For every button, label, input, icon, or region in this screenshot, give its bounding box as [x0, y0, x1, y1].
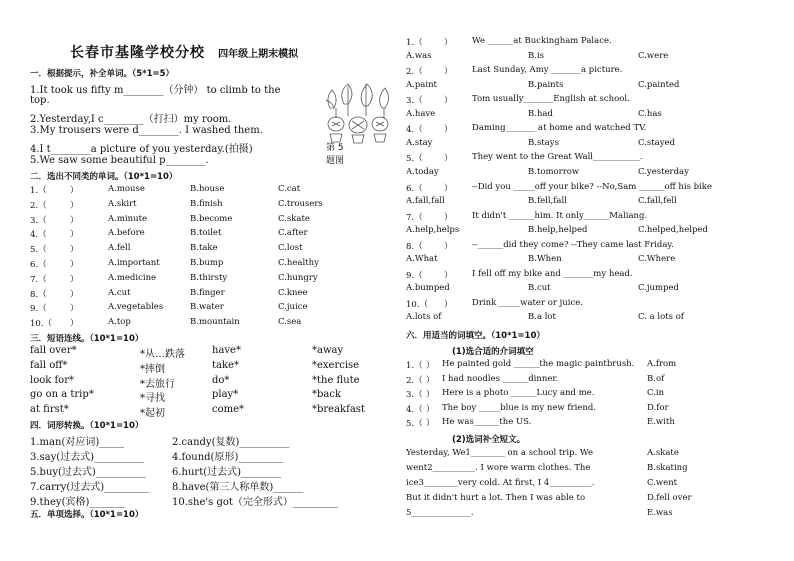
answer-blank: ） [444, 96, 453, 107]
preposition-row [406, 403, 786, 414]
phrase-left: fall off* [30, 359, 68, 371]
match-row [30, 404, 370, 420]
question-row [406, 94, 786, 105]
option: C.trousers [278, 198, 323, 209]
answer-blank: ） [444, 125, 453, 136]
option: B.take [190, 243, 218, 254]
section-6-heading: 六．用适当的词填空。（10*1=10） [406, 331, 545, 341]
option: C.in [647, 388, 665, 399]
answer-blank: ） [444, 212, 453, 223]
option: A.vegetables [108, 302, 164, 313]
question-number: 3.（ [30, 215, 47, 226]
section-4-heading: 四．词形转换。（10*1=10） [30, 421, 144, 431]
phrase-left: come* [212, 404, 245, 416]
story-line: 5______________. [406, 508, 474, 518]
phrase-left: fall over* [30, 345, 77, 356]
question-text: --Did you _____off your bike? --No,Sam ______off his bike [472, 181, 712, 192]
answer-blank: ） [70, 200, 79, 211]
answer-blank: ） [444, 270, 453, 281]
question-row [406, 65, 786, 76]
answer-blank: ） [70, 304, 79, 315]
question-row [406, 269, 786, 280]
phrase-left: have* [212, 345, 241, 356]
fill-line: 5.We saw some beautiful p________. [30, 155, 209, 166]
option: B.cut [528, 283, 551, 294]
choice-row [30, 214, 330, 226]
question-number: 7.（ [406, 212, 423, 223]
answer-blank: ） [444, 241, 453, 252]
options-row [406, 312, 786, 323]
answer-blank: ） [70, 215, 79, 226]
question-number: 4.（ [406, 125, 423, 136]
question-number: 5.（ [30, 245, 47, 256]
option: B.finger [190, 287, 225, 298]
story-line: ice3________very cold. At first, I 4__________. [406, 478, 595, 488]
options-row [406, 51, 786, 62]
option: A.have [406, 108, 436, 119]
question-number: 9.（ [30, 304, 47, 315]
question-number: 8.（ [30, 289, 47, 300]
question-number: 4.（ [30, 230, 47, 241]
question-number: 6.（ [30, 260, 47, 270]
question-row [406, 123, 786, 134]
transform-item: 8.have(第三人称单数)______ [172, 482, 304, 493]
option: B.stays [528, 137, 559, 148]
option: C. a lots of [638, 312, 684, 323]
question-text: Tom usually_______English at school. [472, 94, 630, 105]
options-row [406, 283, 786, 294]
word-option: E.was [647, 508, 673, 518]
option: B.paints [528, 79, 564, 90]
option: B.had [528, 108, 553, 119]
word-option: D.fell over [647, 493, 692, 503]
option: A.help,helps [406, 225, 460, 236]
option: A.from [647, 359, 677, 369]
option: C.juice [278, 302, 308, 313]
option: B.fell,fall [528, 196, 567, 206]
choice-row [30, 199, 330, 211]
answer-blank: ） [426, 419, 435, 430]
option: C.knee [278, 287, 308, 298]
choice-row [30, 258, 330, 270]
options-row [406, 254, 786, 265]
match-row [30, 375, 370, 388]
answer-blank: ） [70, 186, 79, 196]
question-row [406, 36, 786, 47]
question-number: 6.（ [406, 183, 423, 194]
option: A.lots of [406, 312, 442, 323]
question-number: 2.（ [30, 200, 47, 211]
exam-subtitle: 四年级上期末模拟 [218, 49, 299, 60]
phrase-left: take* [212, 359, 239, 371]
section-2-heading: 二．选出不同类的单词。（10*1=10） [30, 172, 178, 182]
question-number: 1.（ [406, 38, 423, 48]
option: A.stay [406, 137, 433, 148]
choice-row [30, 184, 330, 196]
transform-row [30, 493, 360, 506]
options-row [406, 80, 786, 91]
question-row [406, 240, 786, 251]
phrase-right: *breakfast [312, 404, 365, 416]
question-text: The boy _____blue is my new friend. [442, 402, 596, 413]
answer-blank: ） [426, 361, 435, 371]
option: C.jumped [638, 283, 679, 294]
question-number: 1.（ [406, 361, 423, 371]
fill-line: 2.Yesterday,I c________（打扫）my room. [30, 114, 232, 125]
answer-blank: ） [70, 230, 79, 241]
option: A.before [108, 228, 145, 239]
answer-blank: ） [70, 319, 79, 330]
option: C.healthy [278, 258, 319, 268]
transform-item: 2.candy(复数)__________ [172, 437, 290, 448]
phrase-right: *去旅行 [140, 378, 175, 390]
option: B.thirsty [190, 272, 228, 283]
option: B.is [528, 50, 545, 61]
question-number: 2.（ [406, 67, 423, 78]
phrase-right: *away [312, 345, 344, 356]
question-row [406, 152, 786, 163]
question-number: 1.（ [30, 186, 47, 196]
option: B.of [647, 373, 665, 384]
option: C.skate [278, 213, 310, 224]
option: A.was [406, 50, 432, 61]
preposition-row [406, 359, 786, 370]
match-row [30, 360, 370, 373]
answer-blank: ） [70, 274, 79, 285]
preposition-row [406, 417, 786, 428]
word-option: C.went [647, 478, 678, 488]
story-line: Yesterday, We1________ on a school trip. We [406, 448, 593, 458]
option: C.Where [638, 254, 676, 265]
transform-row [30, 448, 360, 461]
option: A.skirt [108, 198, 137, 209]
header [70, 42, 298, 62]
question-text: Last Sunday, Amy _______a picture. [472, 65, 623, 76]
answer-blank: ） [444, 38, 453, 48]
picture-caption: 第 5 题图 [326, 143, 345, 166]
answer-blank: ） [426, 404, 435, 415]
preposition-row [406, 374, 786, 385]
answer-blank: ） [70, 260, 79, 270]
question-row [406, 211, 786, 222]
option: C.were [638, 50, 669, 61]
option: C.cat [278, 184, 301, 194]
option: B.finish [190, 198, 223, 209]
part-1-heading: (1)选合适的介词填空 [452, 347, 534, 357]
question-number: 3.（ [406, 96, 423, 107]
choice-row [30, 317, 330, 329]
option: B.become [190, 213, 233, 224]
transform-item: 10.she's got（完全形式）_________ [172, 497, 338, 508]
phrase-left: at first* [30, 404, 69, 416]
phrase-right: *起初 [140, 408, 165, 420]
option: B.mountain [190, 317, 240, 328]
question-text: Here is a photo ______Lucy and me. [442, 388, 595, 399]
answer-blank: ） [444, 154, 453, 165]
options-row [406, 196, 786, 207]
option: A.today [406, 166, 439, 177]
option: C.yesterday [638, 166, 689, 177]
fill-line: 4.I t________a picture of you yesterday.(拍摄) [30, 144, 253, 155]
question-text: Daming_______ at home and watched TV. [472, 123, 647, 134]
phrase-right: *寻找 [140, 393, 165, 405]
section-1-heading: 一．根据提示，补全单词。（5*1=5） [30, 69, 175, 79]
choice-row [30, 243, 330, 255]
options-row [406, 225, 786, 236]
choice-row [30, 288, 330, 300]
question-row [406, 182, 786, 193]
option: B.bump [190, 258, 224, 268]
option: C.stayed [638, 137, 676, 148]
transform-row [30, 463, 360, 476]
option: B.toilet [190, 228, 222, 239]
choice-row [30, 228, 330, 240]
option: E.with [647, 417, 675, 428]
question-number: 5.（ [406, 419, 423, 430]
plants-picture [322, 78, 394, 144]
option: B.water [190, 302, 224, 313]
phrase-left: look for* [30, 374, 74, 386]
question-text: --______did they come? --They came last Friday. [472, 239, 674, 250]
question-text: He was______the US. [442, 417, 532, 428]
option: C.fall,fell [638, 196, 677, 206]
transform-item: 6.hurt(过去式)________ [172, 467, 282, 478]
story-line: went2__________. I wore warm clothes. The [406, 463, 591, 473]
option: A.medicine [108, 272, 157, 283]
fill-line: 1.It took us fifty m________（分钟） to climb to the [30, 85, 281, 96]
question-number: 8.（ [406, 241, 423, 252]
phrase-right: *the flute [312, 374, 360, 386]
options-row [406, 109, 786, 120]
fill-line: top. [30, 95, 50, 106]
phrase-left: go on a trip* [30, 389, 94, 401]
phrase-right: *从…跌落 [140, 349, 185, 360]
fill-line: 3.My trousers were d________. I washed them. [30, 125, 263, 136]
story-line: But it didn't hurt a lot. Then I was able to [406, 493, 586, 503]
section-5-heading: 五．单项选择。（10*1=10） [30, 510, 144, 520]
choice-row [30, 273, 330, 285]
option: C.helped,helped [638, 225, 708, 236]
question-text: Drink _____water or juice. [472, 297, 583, 308]
option: A.top [108, 317, 131, 328]
answer-blank: ） [444, 299, 453, 310]
question-number: 3.（ [406, 390, 423, 401]
option: A.cut [108, 287, 131, 298]
option: A.What [406, 254, 438, 265]
options-row [406, 138, 786, 149]
transform-item: 1.man(对应词)_____ [30, 437, 125, 448]
match-row [30, 389, 370, 405]
option: A.mouse [108, 184, 145, 194]
school-title: 长春市基隆学校分校 [70, 45, 205, 61]
answer-blank: ） [444, 67, 453, 78]
choice-row [30, 302, 330, 314]
question-number: 10.（ [30, 319, 53, 330]
question-number: 10.（ [406, 299, 429, 310]
answer-blank: ） [444, 183, 453, 194]
option: C.has [638, 108, 662, 119]
preposition-row [406, 388, 786, 399]
option: C.painted [638, 79, 680, 90]
question-number: 2.（ [406, 375, 423, 386]
question-text: We ______at Buckingham Palace. [472, 36, 612, 46]
phrase-right: *exercise [312, 359, 360, 371]
transform-item: 9.they(宾格)_______ [30, 497, 125, 508]
option: C.sea [278, 317, 302, 328]
option: B.When [528, 254, 562, 265]
match-row [30, 345, 370, 358]
answer-blank: ） [70, 289, 79, 300]
option: A.paint [406, 79, 437, 90]
option: C.hungry [278, 272, 318, 283]
option: B.house [190, 184, 225, 194]
transform-row [30, 433, 360, 446]
transform-item: 5.buy(过去式)__________ [30, 467, 146, 478]
word-option: B.skating [647, 463, 688, 473]
question-number: 7.（ [30, 274, 47, 285]
transform-item: 3.say(过去式)__________ [30, 452, 145, 463]
option: A.important [108, 258, 160, 268]
phrase-right: *摔倒 [140, 363, 165, 375]
option: D.for [647, 402, 669, 413]
option: A.fell [108, 243, 131, 254]
option: B.tomorrow [528, 166, 580, 177]
question-text: It didn't ______him. It only______Maliang. [472, 210, 648, 221]
transform-row [30, 478, 360, 491]
part-2-heading: (2)选词补全短文。 [452, 435, 526, 445]
transform-item: 7.carry(过去式)_________ [30, 482, 150, 493]
option: C.after [278, 228, 308, 239]
section-3-heading: 三．短语连线。（10*1=10） [30, 334, 144, 344]
question-text: He painted gold ______the magic paintbrush. [442, 359, 635, 369]
answer-blank: ） [70, 245, 79, 256]
option: A.bumped [406, 283, 450, 294]
question-text: They went to the Great Wall___________. [472, 152, 643, 163]
question-number: 5.（ [406, 154, 423, 165]
option: A.minute [108, 213, 148, 224]
question-row [406, 298, 786, 309]
phrase-right: *back [312, 389, 342, 401]
word-option: A.skate [647, 448, 679, 458]
question-text: I fell off my bike and _______my head. [472, 268, 633, 279]
option: B.a lot [528, 312, 556, 323]
question-number: 9.（ [406, 270, 423, 281]
question-text: I had noodles ______dinner. [442, 373, 559, 384]
question-number: 4.（ [406, 404, 423, 415]
option: B.help,helped [528, 225, 588, 236]
transform-item: 4.found(原形)_________ [172, 452, 284, 463]
phrase-left: do* [212, 374, 230, 386]
answer-blank: ） [426, 375, 435, 386]
answer-blank: ） [426, 390, 435, 401]
option: A.fall,fall [406, 196, 445, 206]
option: C.lost [278, 243, 303, 254]
phrase-left: play* [212, 389, 239, 401]
options-row [406, 167, 786, 178]
